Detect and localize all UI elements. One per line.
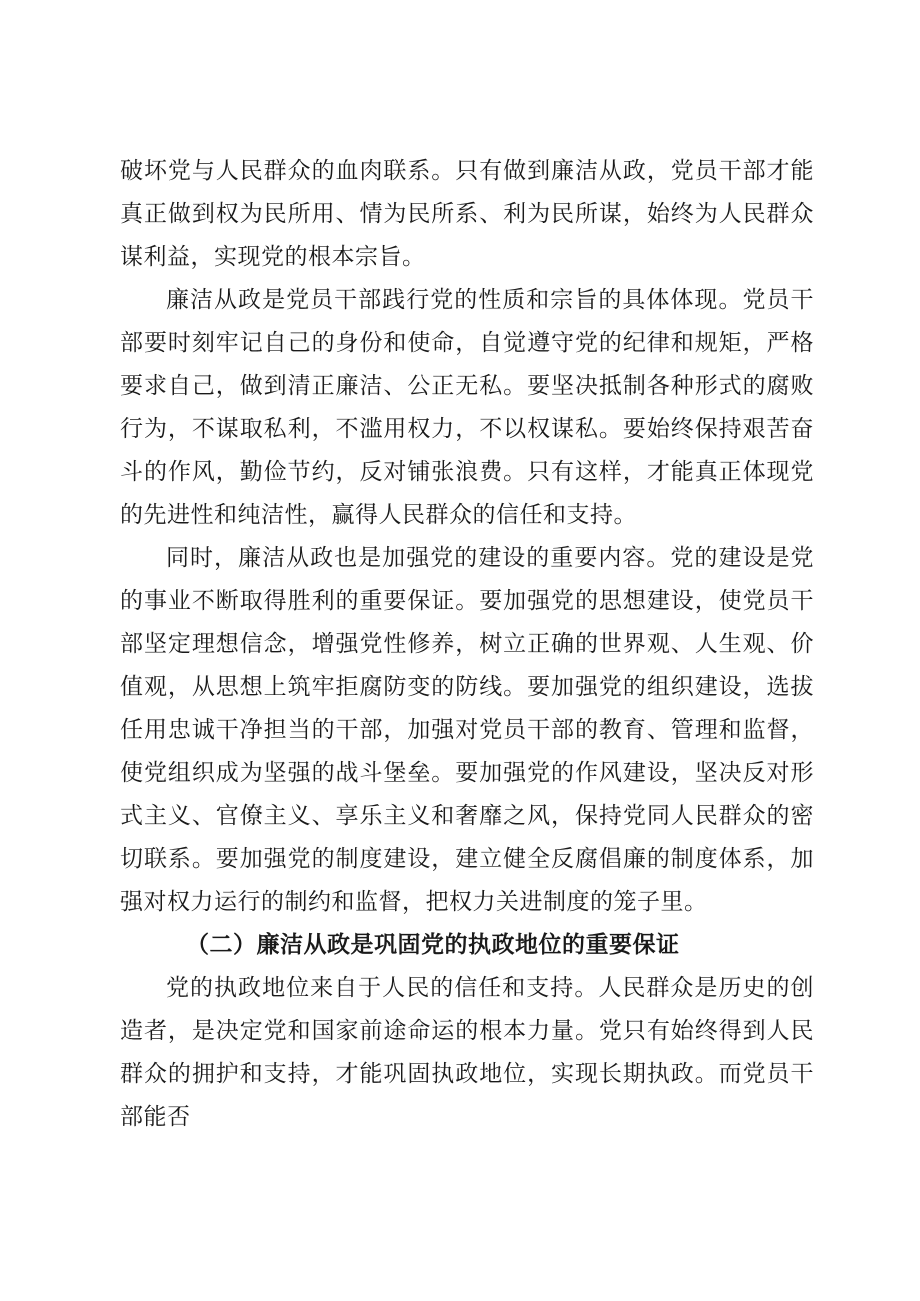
paragraph-integrity-embodiment: 廉洁从政是党员干部践行党的性质和宗旨的具体体现。党员干部要时刻牢记自己的身份和使命，自觉遵守党的纪律和规矩，严格要求自己，做到清正廉洁、公正无私。要坚决抵制各种形式的腐败行为，不谋取私利，不滥用权力，不以权谋私。要始终保持艰苦奋斗的作风，勤俭节约，反对铺张浪费。只有这样，才能真正体现党的先进性和纯洁性，赢得人民群众的信任和支持。 — [120, 287, 814, 528]
paragraph-party-building: 同时，廉洁从政也是加强党的建设的重要内容。党的建设是党的事业不断取得胜利的重要保证。要加强党的思想建设，使党员干部坚定理想信念，增强党性修养，树立正确的世界观、人生观、价值观，从思想上筑牢拒腐防变的防线。要加强党的组织建设，选拔任用忠诚干净担当的干部，加强对党员干部的教育、管理和监督，使党组织成为坚强的战斗堡垒。要加强党的作风建设，坚决反对形式主义、官僚主义、享乐主义和奢靡之风，保持党同人民群众的密切联系。要加强党的制度建设，建立健全反腐倡廉的制度体系，加强对权力运行的制约和监督，把权力关进制度的笼子里。 — [120, 545, 814, 915]
section-heading: （二）廉洁从政是巩固党的执政地位的重要保证 — [186, 932, 680, 958]
document-body — [120, 150, 814, 1139]
paragraph-ruling-status: 党的执政地位来自于人民的信任和支持。人民群众是历史的创造者，是决定党和国家前途命运的根本力量。党只有始终得到人民群众的拥护和支持，才能巩固执政地位，实现长期执政。而党员干部能否 — [120, 975, 814, 1130]
paragraph-continued: 破坏党与人民群众的血肉联系。只有做到廉洁从政，党员干部才能真正做到权为民所用、情为民所系、利为民所谋，始终为人民群众谋利益，实现党的根本宗旨。 — [120, 158, 814, 270]
